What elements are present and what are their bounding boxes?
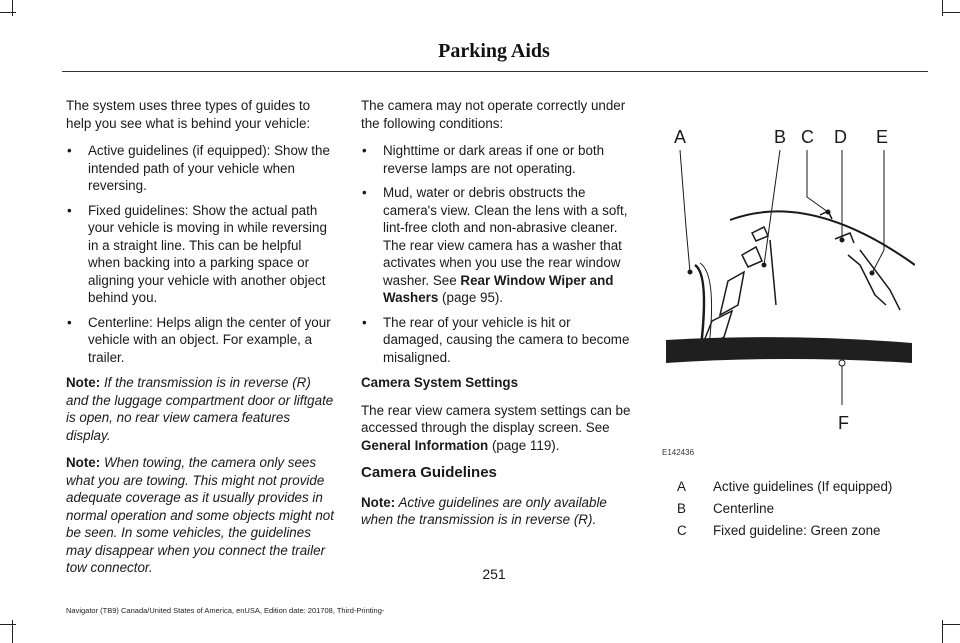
page-reference: (page 119). — [488, 437, 560, 453]
label-c: C — [801, 127, 814, 147]
camera-dot — [839, 360, 845, 366]
legend-value: Centerline — [713, 500, 775, 516]
crop-mark — [0, 624, 16, 625]
guidelines-illustration — [660, 115, 915, 460]
leader-dot — [826, 210, 831, 215]
guide-types-list — [66, 142, 336, 366]
fixed-guideline-segment — [742, 247, 762, 267]
crop-mark — [12, 0, 13, 16]
label-f: F — [838, 413, 849, 433]
legend-row — [677, 519, 927, 541]
crop-mark — [942, 0, 943, 16]
list-item: • Centerline: Helps align the center of your vehicle with an object. For example, a trailer. — [66, 314, 336, 367]
settings-paragraph — [361, 402, 631, 455]
note-guidelines — [361, 494, 631, 529]
fixed-guideline-segment — [720, 272, 744, 315]
footer-text: Navigator (TB9) Canada/United States of America, enUSA, Edition date: 201708, Third-Printing- — [66, 606, 385, 615]
horizon-arc — [730, 211, 915, 265]
label-a: A — [674, 127, 687, 147]
list-item: • Active guidelines (if equipped): Show the intended path of your vehicle when reversing. — [66, 142, 336, 195]
page-reference: (page 95). — [438, 290, 504, 305]
list-item: • The rear of your vehicle is hit or damaged, causing the camera to become misaligned. — [361, 314, 631, 367]
note-text: If the transmission is in reverse (R) and the luggage compartment door or liftgate is open, no rear view camera features display. — [66, 375, 334, 443]
leader-dot — [870, 271, 875, 276]
figure-id: E142436 — [662, 448, 695, 457]
note-text: When towing, the camera only sees what you are towing. This might not provide adequate coverage as it usually provides in normal operation and some objects might not be seen. In some vehicles, the guidelines may disappear when you connect the trailer tow connector. — [66, 455, 334, 575]
note-reverse — [66, 374, 336, 444]
legend-value: Fixed guideline: Green zone — [713, 522, 881, 538]
rear-bumper — [666, 337, 912, 363]
page-title: Parking Aids — [438, 40, 550, 62]
legend-row — [677, 475, 927, 497]
left-column — [66, 97, 336, 587]
note-label: Note: — [66, 455, 101, 470]
legend-key: C — [677, 522, 687, 538]
note-label: Note: — [361, 494, 396, 510]
list-item — [361, 184, 631, 307]
legend-key: A — [677, 478, 686, 494]
label-e: E — [876, 127, 889, 147]
fixed-guideline-segment — [835, 233, 854, 243]
note-text: Active guidelines are only available when the transmission is in reverse (R). — [361, 494, 607, 527]
leader-dot — [688, 270, 693, 275]
leader-line-c — [807, 150, 828, 212]
camera-guidelines-diagram — [660, 115, 915, 460]
crop-mark — [0, 12, 16, 13]
fixed-guideline-segment — [848, 255, 886, 305]
conditions-list — [361, 142, 631, 366]
cross-reference-link[interactable]: General Information — [361, 437, 489, 453]
crop-mark — [942, 12, 960, 13]
cross-reference-link[interactable]: Rear Window Wiper and Washers — [383, 272, 614, 305]
centerline — [770, 240, 776, 305]
legend-value: Active guidelines (If equipped) — [713, 478, 893, 494]
middle-column — [361, 97, 631, 539]
conditions-intro: The camera may not operate correctly under the following conditions: — [361, 98, 626, 131]
section-heading: Camera Guidelines — [361, 464, 497, 481]
leader-line-e — [872, 150, 884, 273]
note-towing — [66, 454, 336, 577]
section-subheading: Camera System Settings — [361, 375, 519, 390]
crop-mark — [942, 624, 960, 625]
leader-dot — [762, 263, 767, 268]
note-label: Note: — [66, 375, 101, 390]
label-b: B — [774, 127, 787, 147]
leader-line-b — [764, 150, 780, 265]
legend-row — [677, 497, 927, 519]
fixed-guideline-segment — [860, 250, 900, 310]
leader-line-a — [680, 150, 690, 272]
list-item: • Nighttime or dark areas if one or both reverse lamps are not operating. — [361, 142, 631, 177]
legend-key: B — [677, 500, 686, 516]
intro-paragraph: The system uses three types of guides to help you see what is behind your vehicle: — [66, 98, 311, 131]
list-item-text: Mud, water or debris obstructs the camera's view. Clean the lens with a soft, lint-free cloth and non-abrasive cleaner. The rear view camera has a washer that activates when you use the rear window washer. See — [383, 185, 628, 288]
title-divider — [62, 71, 928, 72]
leader-dot — [840, 238, 845, 243]
label-d: D — [834, 127, 847, 147]
page-number: 251 — [482, 566, 506, 582]
settings-text: The rear view camera system settings can be accessed through the display screen. See — [361, 402, 631, 435]
fixed-guideline-segment — [752, 227, 768, 241]
figure-legend — [677, 475, 927, 541]
list-item: • Fixed guidelines: Show the actual path your vehicle is moving in while reversing in a straight line. This can be helpful when backing into a parking space or aligning your vehicle with another object behind you. — [66, 202, 336, 307]
